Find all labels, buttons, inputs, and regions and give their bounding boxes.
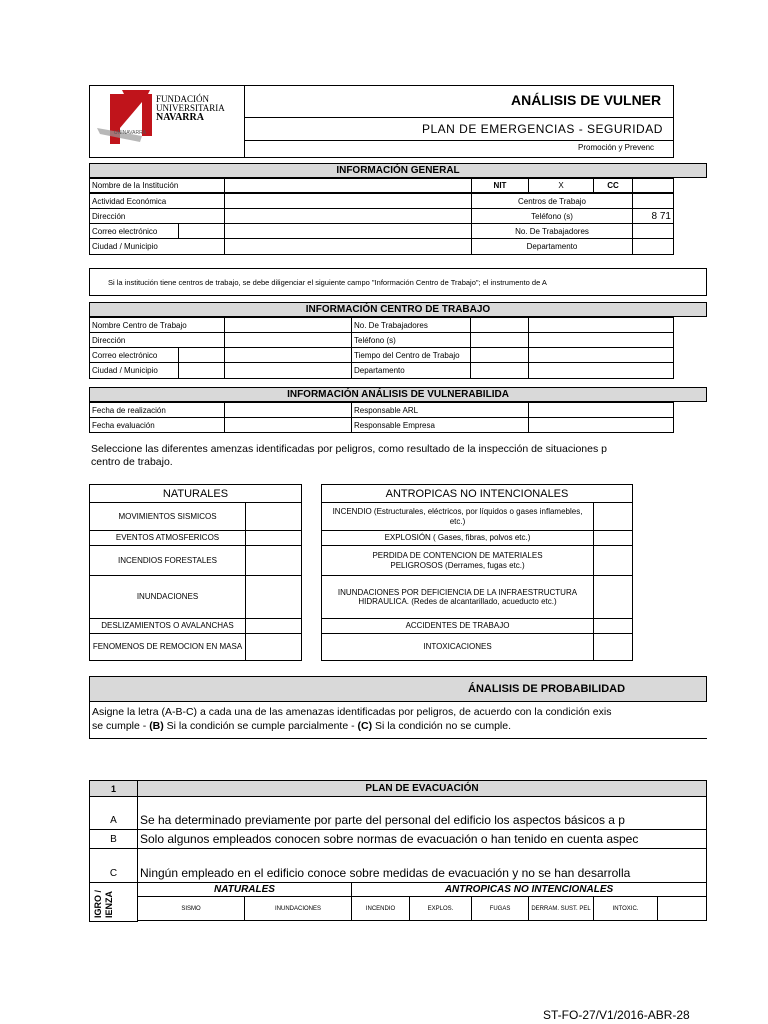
natural-check[interactable]	[245, 575, 302, 619]
natural-check[interactable]	[245, 545, 302, 576]
evacuacion-number: 1	[89, 780, 138, 797]
label-centro-trabajadores: No. De Trabajadores	[351, 317, 471, 333]
antropica-check[interactable]	[593, 502, 633, 531]
label-centro-correo: Correo electrónico	[89, 347, 179, 363]
label-correo: Correo electrónico	[89, 223, 179, 239]
centro-trabajo-title: INFORMACIÓN CENTRO DE TRABAJO	[89, 302, 707, 317]
probabilidad-line2	[92, 720, 511, 732]
label-cc: CC	[593, 178, 633, 193]
input-centro-trabajadores-a[interactable]	[470, 317, 529, 333]
label-centro-departamento: Departamento	[351, 362, 471, 379]
select-text-line2: centro de trabajo.	[91, 456, 173, 468]
input-centro-trabajadores-b[interactable]	[528, 317, 674, 333]
antropica-check[interactable]	[593, 545, 633, 576]
label-departamento: Departamento	[471, 238, 633, 255]
evac-letter-a: A	[89, 796, 138, 830]
input-direccion[interactable]	[224, 208, 472, 224]
antropica-item: INTOXICACIONES	[321, 633, 594, 661]
input-departamento[interactable]	[632, 238, 674, 255]
evac-text-b: Solo algunos empleados conocen sobre normas de evacuación o han tenido en cuenta aspec	[137, 829, 707, 849]
input-centro-telefono-a[interactable]	[470, 332, 529, 348]
input-centro-departamento-b[interactable]	[528, 362, 674, 379]
input-correo-b[interactable]	[224, 223, 472, 239]
input-fecha-realizacion[interactable]	[224, 402, 352, 418]
input-actividad[interactable]	[224, 193, 472, 209]
evacuacion-title: PLAN DE EVACUACIÓN	[137, 780, 707, 797]
footer-code: ST-FO-27/V1/2016-ABR-28	[543, 1008, 690, 1022]
antropica-item: ACCIDENTES DE TRABAJO	[321, 618, 594, 634]
probabilidad-line2-mid: Si la condición se cumple parcialmente -	[163, 720, 358, 732]
logo-line1: FUNDACIÓN	[156, 94, 210, 104]
label-nombre: Nombre de la Institución	[89, 178, 225, 193]
input-centro-nombre[interactable]	[224, 317, 352, 333]
antropica-item: EXPLOSIÓN ( Gases, fibras, polvos etc.)	[321, 530, 594, 546]
input-responsable-empresa[interactable]	[528, 417, 674, 433]
letter-c: (C)	[357, 720, 373, 732]
naturales-title: NATURALES	[89, 484, 302, 503]
label-no-trabajadores: No. De Trabajadores	[471, 223, 633, 239]
label-responsable-arl: Responsable ARL	[351, 402, 529, 418]
probabilidad-line1: Asigne la letra (A-B-C) a cada una de las amenazas identificadas por peligros, de acuerdo con la condición exis	[92, 706, 612, 718]
input-centro-tiempo-a[interactable]	[470, 347, 529, 363]
evac-col: INTOXIC.	[593, 896, 658, 921]
input-centro-telefono-b[interactable]	[528, 332, 674, 348]
label-fecha-evaluacion: Fecha evaluación	[89, 417, 225, 433]
evac-col: FUGAS	[471, 896, 529, 921]
logo-tagline: UNINAVARRA	[114, 130, 147, 136]
label-centros: Centros de Trabajo	[471, 193, 633, 209]
analisis-title: INFORMACIÓN ANÁLISIS DE VULNERABILIDA	[89, 387, 707, 402]
input-cc[interactable]	[632, 178, 674, 193]
input-responsable-arl[interactable]	[528, 402, 674, 418]
input-centro-ciudad-a[interactable]	[178, 362, 225, 379]
input-fecha-evaluacion[interactable]	[224, 417, 352, 433]
label-nit: NIT	[471, 178, 529, 193]
antropica-check[interactable]	[593, 575, 633, 619]
input-centros[interactable]	[632, 193, 674, 209]
evac-naturales: NATURALES	[137, 882, 352, 897]
evac-col: INUNDACIONES	[244, 896, 352, 921]
evac-col: EXPLOS.	[409, 896, 472, 921]
page-subtitle: PLAN DE EMERGENCIAS - SEGURIDAD	[422, 122, 663, 136]
natural-item: DESLIZAMIENTOS O AVALANCHAS	[89, 618, 246, 634]
label-actividad: Actividad Económica	[89, 193, 225, 209]
natural-item: EVENTOS ATMOSFERICOS	[89, 530, 246, 546]
label-direccion: Dirección	[89, 208, 225, 224]
side-label: IGRO / IENZA	[93, 889, 114, 918]
input-centro-correo-b[interactable]	[224, 347, 352, 363]
antropica-check[interactable]	[593, 618, 633, 634]
select-text-line1: Seleccione las diferentes amenzas identificadas por peligros, como resultado de la inspección de situaciones p	[91, 443, 607, 455]
evac-antropicas: ANTROPICAS NO INTENCIONALES	[351, 882, 707, 897]
natural-check[interactable]	[245, 633, 302, 661]
input-centro-ciudad-b[interactable]	[224, 362, 352, 379]
info-general-title: INFORMACIÓN GENERAL	[89, 163, 707, 178]
logo	[92, 88, 242, 156]
evac-text-c: Ningún empleado en el edificio conoce sobre medidas de evacuación y no se han desarrolla	[137, 848, 707, 883]
label-centro-direccion: Dirección	[89, 332, 225, 348]
input-centro-correo-a[interactable]	[178, 347, 225, 363]
nit-x[interactable]: X	[528, 178, 594, 193]
label-ciudad: Ciudad / Municipio	[89, 238, 225, 255]
label-centro-nombre: Nombre Centro de Trabajo	[89, 317, 225, 333]
natural-item: INCENDIOS FORESTALES	[89, 545, 246, 576]
label-centro-tiempo: Tiempo del Centro de Trabajo	[351, 347, 471, 363]
header-small: Promoción y Prevenc	[578, 143, 655, 152]
antropica-check[interactable]	[593, 530, 633, 546]
antropica-item: INUNDACIONES POR DEFICIENCIA DE LA INFRAESTRUCTURA HIDRAULICA. (Redes de alcantarillado, acueducto etc.)	[321, 575, 594, 619]
input-centro-direccion[interactable]	[224, 332, 352, 348]
logo-line2: UNIVERSITARIA	[156, 103, 225, 113]
notice-box: Si la institución tiene centros de trabajo, se debe diligenciar el siguiente campo "Información Centro de Trabajo"; el instrumento de A	[89, 268, 707, 296]
logo-line3: NAVARRA	[156, 112, 204, 123]
input-no-trabajadores[interactable]	[632, 223, 674, 239]
page-title: ANÁLISIS DE VULNER	[511, 92, 662, 108]
input-correo-a[interactable]	[178, 223, 225, 239]
antropica-check[interactable]	[593, 633, 633, 661]
label-telefono: Teléfono (s)	[471, 208, 633, 224]
label-centro-telefono: Teléfono (s)	[351, 332, 471, 348]
label-responsable-empresa: Responsable Empresa	[351, 417, 529, 433]
evac-text-a: Se ha determinado previamente por parte del personal del edificio los aspectos básicos a p	[137, 796, 707, 830]
probabilidad-line2-post: Si la condición no se cumple.	[372, 720, 512, 732]
input-centro-departamento-a[interactable]	[470, 362, 529, 379]
input-centro-tiempo-b[interactable]	[528, 347, 674, 363]
probabilidad-line2-pre: se cumple -	[92, 720, 150, 732]
input-nombre[interactable]	[224, 178, 472, 193]
antropica-item: PERDIDA DE CONTENCION DE MATERIALES PELIGROSOS (Derrames, fugas etc.)	[321, 545, 594, 576]
evac-col: INCENDIO	[351, 896, 410, 921]
label-fecha-realizacion: Fecha de realización	[89, 402, 225, 418]
evac-letter-c: C	[89, 848, 138, 883]
evac-col: SISMO	[137, 896, 245, 921]
evac-col-extra	[657, 896, 707, 921]
natural-check[interactable]	[245, 618, 302, 634]
natural-check[interactable]	[245, 530, 302, 546]
antropica-item: INCENDIO (Estructurales, eléctricos, por líquidos o gases inflamebles, etc.)	[321, 502, 594, 531]
natural-item: FENOMENOS DE REMOCION EN MASA	[89, 633, 246, 661]
letter-b: (B)	[149, 720, 164, 732]
evac-col: DERRAM. SUST. PEL	[528, 896, 594, 921]
evac-letter-b: B	[89, 829, 138, 849]
label-centro-ciudad: Ciudad / Municipio	[89, 362, 179, 379]
natural-item: MOVIMIENTOS SISMICOS	[89, 502, 246, 531]
natural-check[interactable]	[245, 502, 302, 531]
probabilidad-title: ÁNALISIS DE PROBABILIDAD	[89, 676, 707, 702]
input-ciudad[interactable]	[224, 238, 472, 255]
antropicas-title: ANTROPICAS NO INTENCIONALES	[321, 484, 633, 503]
input-telefono[interactable]: 8 71	[632, 208, 674, 224]
natural-item: INUNDACIONES	[89, 575, 246, 619]
